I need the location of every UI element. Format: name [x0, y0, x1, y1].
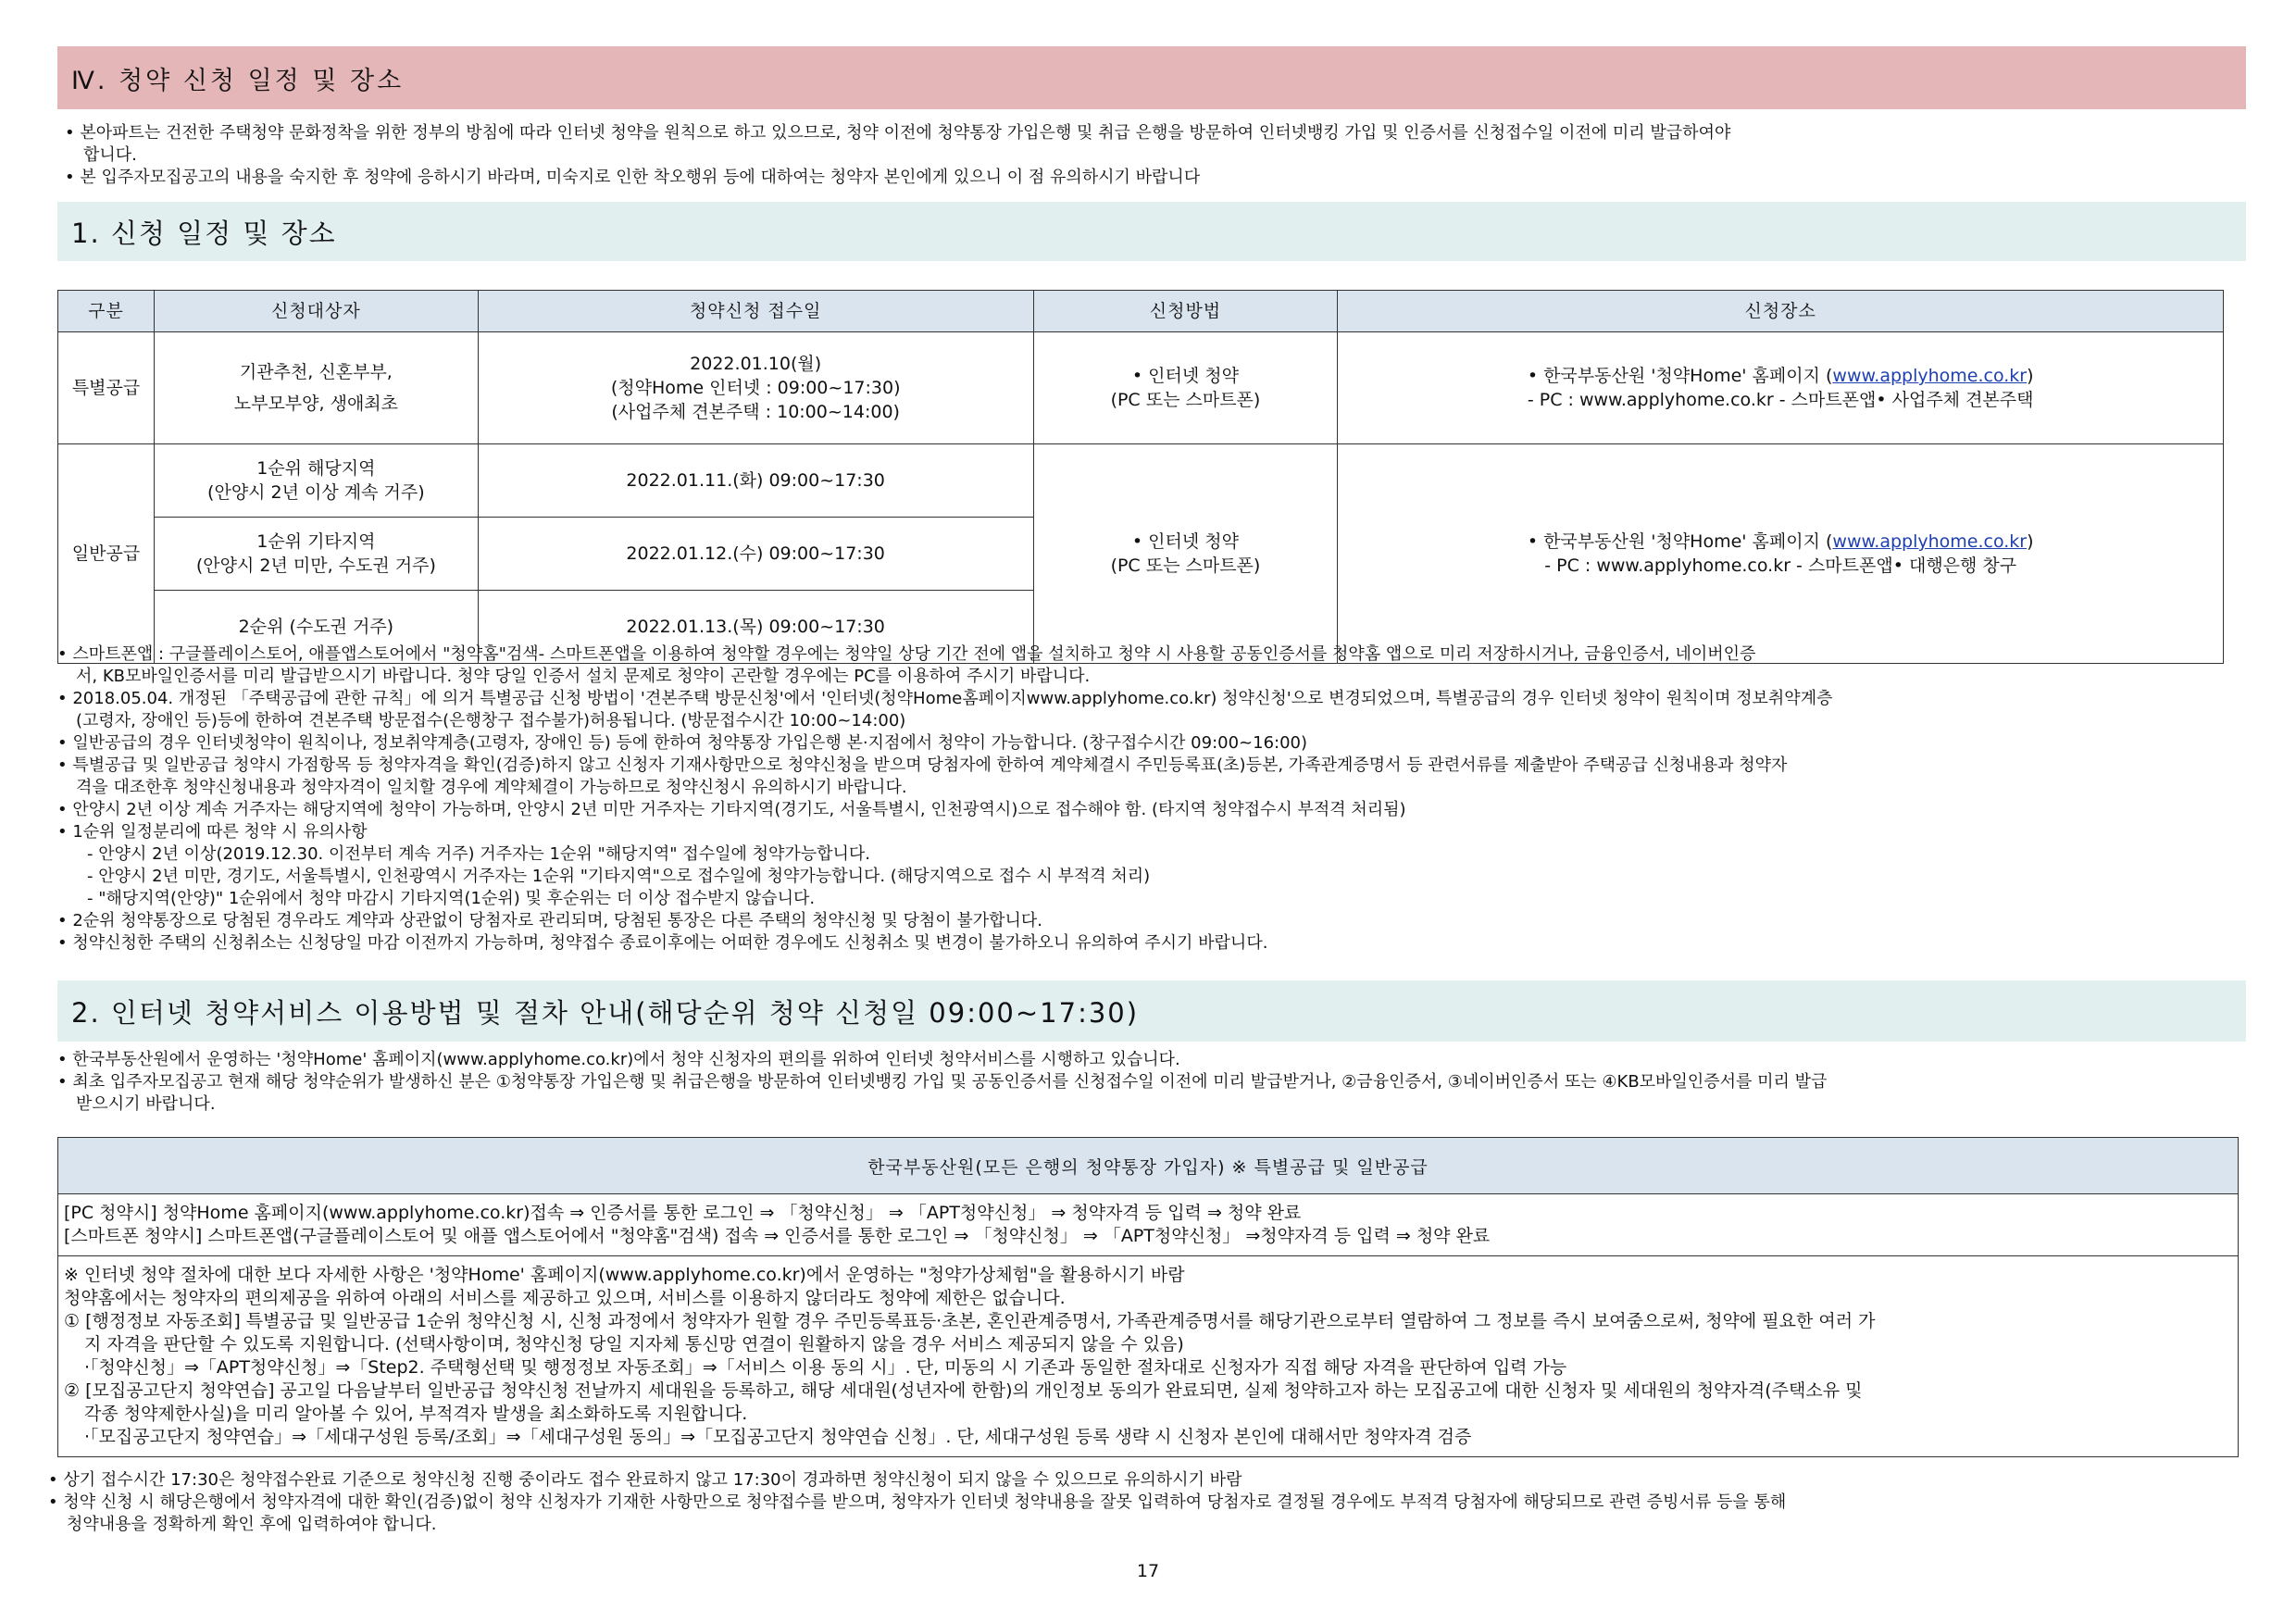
cell-date: [478, 332, 1033, 444]
cell-target: 2순위 (수도권 거주): [154, 591, 478, 664]
mobile-procedure: [스마트폰 청약시] 스마트폰앱(구글플레이스토어 및 애플 앱스토어에서 "청약홈"검색) 접속 ⇒ 인증서를 통한 로그인 ⇒ 「청약신청」 ⇒ 「APT청약신청」 ⇒청약자격 등 입력 ⇒ 청약 완료: [64, 1226, 1491, 1246]
place-line: - PC : www.applyhome.co.kr - 스마트폰앱• 사업주체 견본주택: [1527, 390, 2034, 410]
procedure-box-header: 한국부동산원(모든 은행의 청약통장 가입자) ※ 특별공급 및 일반공급: [58, 1138, 2238, 1194]
target-line: 1순위 해당지역: [256, 458, 376, 479]
note-line: - 안양시 2년 미만, 경기도, 서울특별시, 인천광역시 거주자는 1순위 "기타지역"으로 접수일에 청약가능합니다. (해당지역으로 접수 시 부적격 처리): [87, 867, 1151, 886]
cell-category: 특별공급: [58, 332, 155, 444]
footer-note-line: 청약내용을 정확하게 확인 후에 입력하여야 합니다.: [67, 1515, 437, 1534]
subsection-header-1: [57, 202, 2246, 261]
procedure-details: [58, 1255, 2238, 1456]
table-row-general: [58, 444, 2224, 518]
notes: [57, 643, 1832, 955]
sub2-bullet-line: • 최초 입주자모집공고 현재 해당 청약순위가 발생하신 분은 ①청약통장 가입은행 및 취급은행을 방문하여 인터넷뱅킹 가입 및 공동인증서를 신청접수일 이전에 미리 발급받거나, ②금융인증서, ③네이버인증서 또는 ④KB모바일인증서를 미리 발급: [57, 1072, 1828, 1092]
target-line: 노부모부양, 생애최초: [233, 393, 398, 414]
cell-method: [1033, 332, 1338, 444]
cell-target: [154, 332, 478, 444]
note-line: - 안양시 2년 이상(2019.12.30. 이전부터 계속 거주) 거주자는 1순위 "해당지역" 접수일에 청약가능합니다.: [87, 844, 871, 864]
note-line: • 2순위 청약통장으로 당첨된 경우라도 계약과 상관없이 당첨자로 관리되며, 당첨된 통장은 다른 주택의 청약신청 및 당첨이 불가합니다.: [57, 911, 1043, 930]
procedure-box: [57, 1137, 2239, 1457]
detail-line: 각종 청약제한사실)을 미리 알아볼 수 있어, 부적격자 발생을 최소화하도록 지원합니다.: [84, 1404, 748, 1424]
place-line: [1341, 530, 2219, 554]
note-line: • 스마트폰앱 : 구글플레이스토어, 애플앱스토어에서 "청약홈"검색- 스마트폰앱을 이용하여 청약할 경우에는 청약일 상당 기간 전에 앱을 설치하고 청약 시 사용할 공동인증서를 청약홈 앱으로 미리 저장하시거나, 금융인증서, 네이버인증: [57, 644, 1756, 664]
target-line: 기관추천, 신혼부부,: [239, 362, 393, 382]
note-line: • 일반공급의 경우 인터넷청약이 원칙이나, 정보취약계층(고령자, 장애인 등) 등에 한하여 청약통장 가입은행 본·지점에서 청약이 가능합니다. (창구접수시간 09:00~16:00): [57, 733, 1308, 753]
note-line: 서, KB모바일인증서를 미리 발급받으시기 바랍니다. 청약 당일 인증서 설치 문제로 청약이 곤란할 경우에는 PC를 이용하여 주시기 바랍니다.: [76, 667, 1091, 686]
detail-line: ※ 인터넷 청약 절차에 대한 보다 자세한 사항은 '청약Home' 홈페이지(www.applyhome.co.kr)에서 운영하는 "청약가상체험"을 활용하시기 바람: [64, 1265, 1185, 1285]
cell-place: [1338, 444, 2224, 664]
place-text: • 한국부동산원 '청약Home' 홈페이지 (: [1527, 531, 1833, 552]
table-header-row: [58, 291, 2224, 332]
note-line: (고령자, 장애인 등)등에 한하여 견본주택 방문접수(은행창구 접수불가)허용됩니다. (방문접수시간 10:00~14:00): [76, 711, 906, 730]
intro-bullets: [65, 122, 1730, 189]
header-date: 청약신청 접수일: [478, 291, 1033, 332]
date-line: 2022.01.10(월): [690, 354, 822, 374]
subsection-header-2: [57, 980, 2246, 1042]
method-line: • 인터넷 청약: [1131, 531, 1239, 552]
intro-bullet-line: • 본 입주자모집공고의 내용을 숙지한 후 청약에 응하시기 바라며, 미숙지로 인한 착오행위 등에 대하여는 청약자 본인에게 있으니 이 점 유의하시기 바랍니다: [65, 168, 1201, 187]
header-category: 구분: [58, 291, 155, 332]
footer-notes: [48, 1469, 1786, 1536]
cell-target: [154, 518, 478, 591]
cell-date: 2022.01.13.(목) 09:00~17:30: [478, 591, 1033, 664]
intro-bullet-line: • 본아파트는 건전한 주택청약 문화정착을 위한 정부의 방침에 따라 인터넷 청약을 원칙으로 하고 있으므로, 청약 이전에 청약통장 가입은행 및 취급 은행을 방문하여 인터넷뱅킹 가입 및 인증서를 신청접수일 이전에 미리 발급하여야: [65, 123, 1731, 143]
page-number: 17: [1136, 1561, 1160, 1581]
note-line: • 특별공급 및 일반공급 청약시 가점항목 등 청약자격을 확인(검증)하지 않고 신청자 기재사항만으로 청약신청을 받으며 당첨자에 한하여 계약체결시 주민등록표(초)등본, 가족관계증명서 등 관련서류를 제출받아 주택공급 신청내용과 청약자: [57, 755, 1788, 775]
note-line: - "해당지역(안양)" 1순위에서 청약 마감시 기타지역(1순위) 및 후순위는 더 이상 접수받지 않습니다.: [87, 889, 816, 908]
note-line: • 1순위 일정분리에 따른 청약 시 유의사항: [57, 822, 368, 842]
detail-line: ② [모집공고단지 청약연습] 공고일 다음날부터 일반공급 청약신청 전날까지 세대원을 등록하고, 해당 세대원(성년자에 한함)의 개인정보 동의가 완료되면, 실제 청약하고자 하는 모집공고에 대한 신청자 및 세대원의 청약자격(주택소유 및: [64, 1380, 1863, 1401]
detail-line: 청약홈에서는 청약자의 편의제공을 위하여 아래의 서비스를 제공하고 있으며, 서비스를 이용하지 않더라도 청약에 제한은 없습니다.: [64, 1288, 1066, 1308]
header-method: 신청방법: [1033, 291, 1338, 332]
place-text: • 한국부동산원 '청약Home' 홈페이지 (: [1527, 366, 1833, 386]
schedule-table: [57, 290, 2224, 664]
section-header: [57, 46, 2246, 109]
pc-procedure: [PC 청약시] 청약Home 홈페이지(www.applyhome.co.kr)접속 ⇒ 인증서를 통한 로그인 ⇒ 「청약신청」 ⇒ 「APT청약신청」 ⇒ 청약자격 등 입력 ⇒ 청약 완료: [64, 1203, 1302, 1223]
applyhome-link[interactable]: www.applyhome.co.kr: [1832, 366, 2028, 386]
footer-note-line: • 상기 접수시간 17:30은 청약접수완료 기준으로 청약신청 진행 중이라도 접수 완료하지 않고 17:30이 경과하면 청약신청이 되지 않을 수 있으므로 유의하시기 바람: [48, 1470, 1242, 1490]
note-line: • 청약신청한 주택의 신청취소는 신청당일 마감 이전까지 가능하며, 청약접수 종료이후에는 어떠한 경우에도 신청취소 및 변경이 불가하오니 유의하여 주시기 바랍니다.: [57, 933, 1268, 953]
cell-method: [1033, 444, 1338, 664]
cell-place: [1338, 332, 2224, 444]
place-text: ): [2027, 531, 2034, 552]
method-line: • 인터넷 청약: [1131, 366, 1239, 386]
note-line: 격을 대조한후 청약신청내용과 청약자격이 일치할 경우에 계약체결이 가능하므로 청약신청시 유의하시기 바랍니다.: [76, 778, 907, 797]
sub2-bullet-line: • 한국부동산원에서 운영하는 '청약Home' 홈페이지(www.applyhome.co.kr)에서 청약 신청자의 편의를 위하여 인터넷 청약서비스를 시행하고 있습니다.: [57, 1050, 1180, 1069]
subsection-title-2: 2. 인터넷 청약서비스 이용방법 및 절차 안내(해당순위 청약 신청일 09:00~17:30): [71, 996, 1140, 1029]
target-line: 1순위 기타지역: [256, 531, 376, 552]
place-line: - PC : www.applyhome.co.kr - 스마트폰앱• 대행은행 창구: [1544, 556, 2017, 576]
target-line: (안양시 2년 이상 계속 거주): [207, 482, 425, 503]
section-title: Ⅳ. 청약 신청 일정 및 장소: [71, 66, 405, 95]
note-line: • 안양시 2년 이상 계속 거주자는 해당지역에 청약이 가능하며, 안양시 2년 미만 거주자는 기타지역(경기도, 서울특별시, 인천광역시)으로 접수해야 함. (타지역 청약접수시 부적격 처리됨): [57, 800, 1406, 819]
footer-note-line: • 청약 신청 시 해당은행에서 청약자격에 대한 확인(검증)없이 청약 신청자가 기재한 사항만으로 청약접수를 받으며, 청약자가 인터넷 청약내용을 잘못 입력하여 당첨자로 결정될 경우에도 부적격 당첨자에 해당되므로 관련 증빙서류 등을 통해: [48, 1492, 1787, 1512]
header-place: 신청장소: [1338, 291, 2224, 332]
cell-date: 2022.01.12.(수) 09:00~17:30: [478, 518, 1033, 591]
date-line: (청약Home 인터넷 : 09:00~17:30): [610, 378, 901, 398]
table-row-special: [58, 332, 2224, 444]
target-line: (안양시 2년 미만, 수도권 거주): [195, 556, 436, 576]
applyhome-link[interactable]: www.applyhome.co.kr: [1832, 531, 2028, 552]
method-line: (PC 또는 스마트폰): [1110, 390, 1261, 410]
intro-bullet-line: 합니다.: [83, 145, 137, 165]
cell-category: 일반공급: [58, 444, 155, 664]
detail-line: ① [행정정보 자동조회] 특별공급 및 일반공급 1순위 청약신청 시, 신청 과정에서 청약자가 원할 경우 주민등록표등·초본, 혼인관계증명서, 가족관계증명서를 해당기관으로부터 열람하여 그 정보를 즉시 보여줌으로써, 청약에 필요한 여러 가: [64, 1311, 1876, 1331]
subsection-title-1: 1. 신청 일정 및 장소: [71, 217, 337, 249]
cell-target: [154, 444, 478, 518]
detail-line: ·「모집공고단지 청약연습」⇒「세대구성원 등록/조회」⇒「세대구성원 동의」⇒「모집공고단지 청약연습 신청」. 단, 세대구성원 등록 생략 시 신청자 본인에 대해서만 청약자격 검증: [84, 1427, 1472, 1447]
note-line: • 2018.05.04. 개정된 「주택공급에 관한 규칙」에 의거 특별공급 신청 방법이 '견본주택 방문신청'에서 '인터넷(청약Home홈페이지www.applyhome.co.kr) 청약신청'으로 변경되었으며, 특별공급의 경우 인터넷 청약이 원칙이며 정보취약계층: [57, 689, 1833, 708]
procedure-steps: [58, 1194, 2238, 1255]
detail-line: 지 자격을 판단할 수 있도록 지원합니다. (선택사항이며, 청약신청 당일 지자체 통신망 연결이 원활하지 않을 경우 서비스 제공되지 않을 수 있음): [84, 1334, 1184, 1355]
cell-date: 2022.01.11.(화) 09:00~17:30: [478, 444, 1033, 518]
place-text: ): [2027, 366, 2034, 386]
date-line: (사업주체 견본주택 : 10:00~14:00): [611, 402, 900, 422]
detail-line: ·「청약신청」⇒「APT청약신청」⇒「Step2. 주택형선택 및 행정정보 자동조회」⇒「서비스 이용 동의 시」. 단, 미동의 시 기존과 동일한 절차대로 신청자가 직접 해당 자격을 판단하여 입력 가능: [84, 1357, 1567, 1378]
header-target: 신청대상자: [154, 291, 478, 332]
sub2-bullet-line: 받으시기 바랍니다.: [76, 1094, 216, 1114]
place-line: [1341, 364, 2219, 388]
sub2-bullets: [57, 1049, 1827, 1116]
method-line: (PC 또는 스마트폰): [1110, 556, 1261, 576]
